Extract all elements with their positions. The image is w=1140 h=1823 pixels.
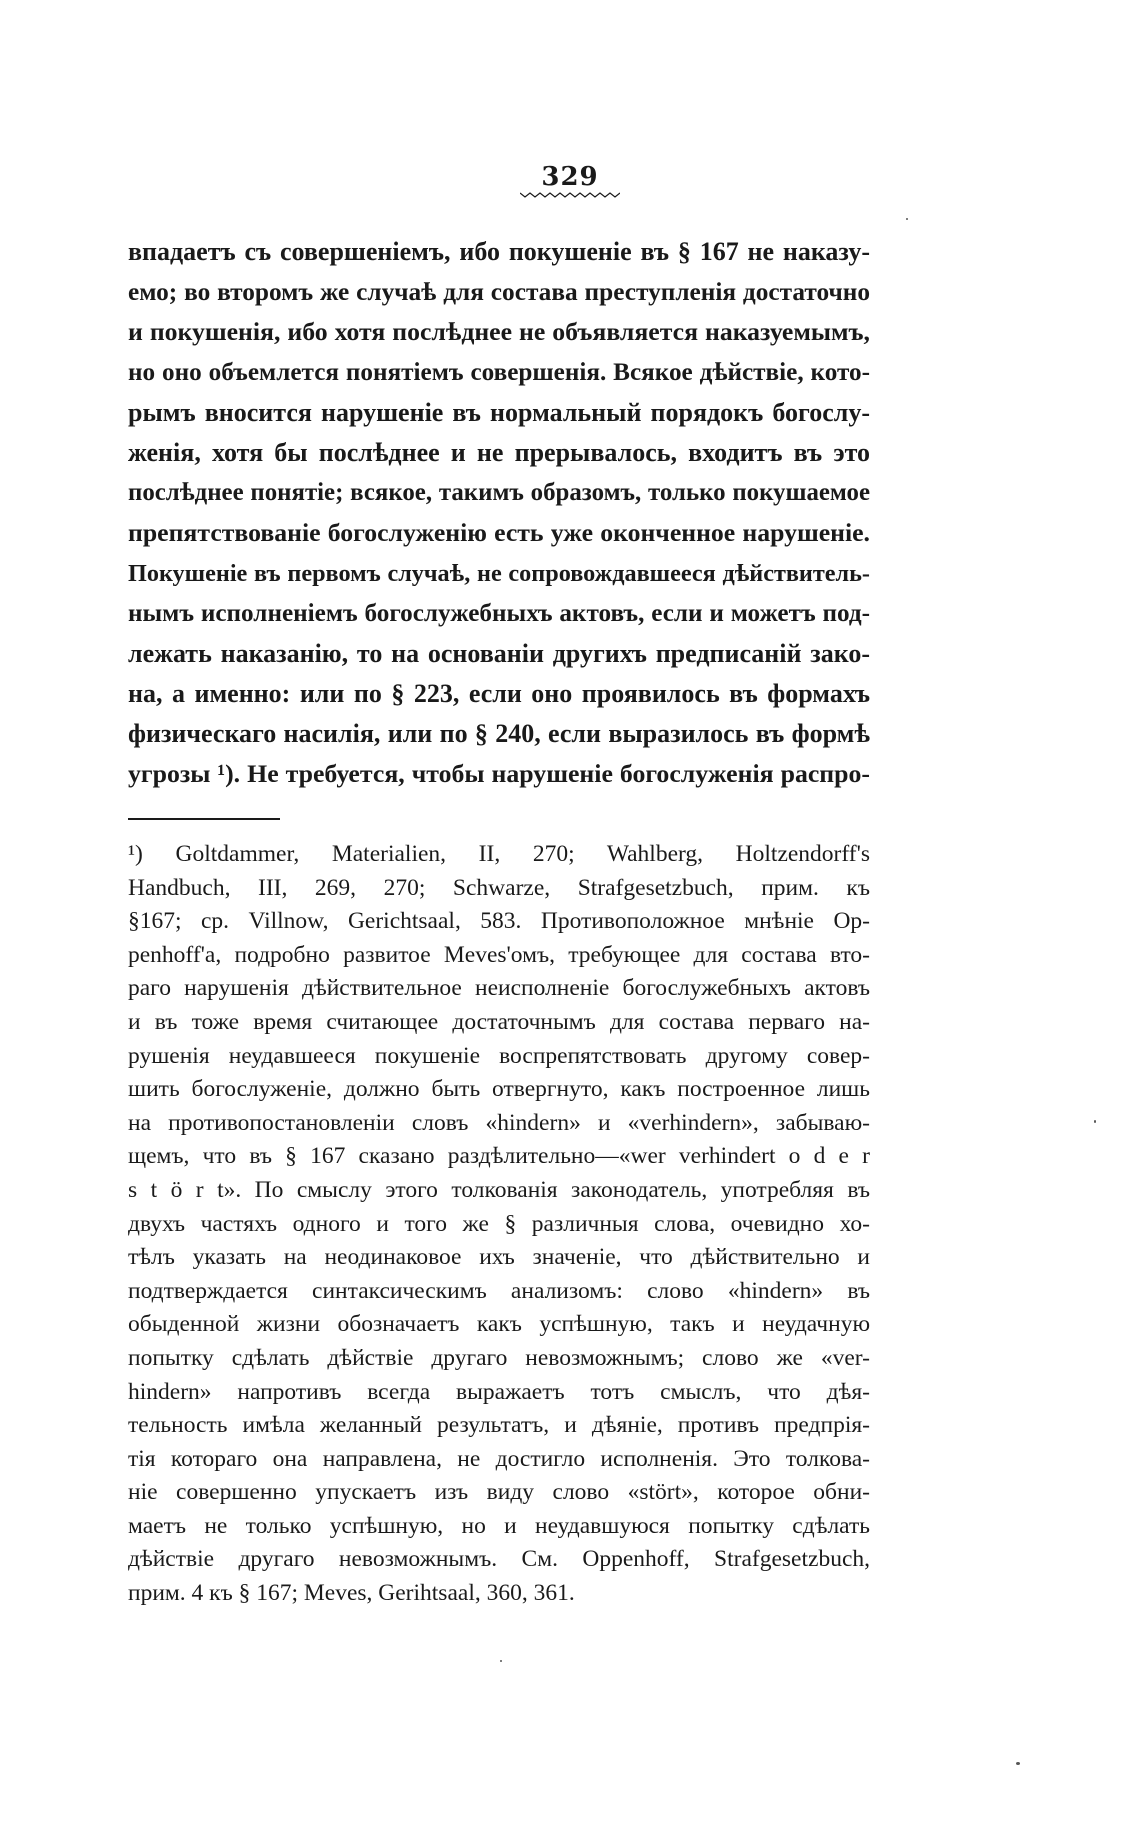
main-text-line: препятствованіе богослуженію есть уже оконченное нарушеніе. <box>128 518 870 548</box>
page-number-ornament <box>520 190 620 200</box>
scan-speck <box>1094 1120 1096 1123</box>
footnote-line: прим. 4 къ § 167; Meves, Gerihtsaal, 360, 361. <box>128 1580 575 1607</box>
footnote-line: подтверждается синтаксическимъ анализомъ: слово «hindern» въ <box>128 1277 870 1304</box>
main-text-line: Покушеніе въ первомъ случаѣ, не сопровождавшееся дѣйствитель- <box>128 559 870 587</box>
footnote-line: щемъ, что въ § 167 сказано раздѣлительно—«wer verhindert o d e r <box>128 1143 870 1170</box>
footnote-line: раго нарушенія дѣйствительное неисполненіе богослужебныхъ актовъ <box>128 975 870 1002</box>
main-text-line: нымъ исполненіемъ богослужебныхъ актовъ, если и можетъ под- <box>128 599 870 627</box>
main-text-line: физическаго насилія, или по § 240, если выразилось въ формѣ <box>128 719 870 749</box>
main-text-line: но оно объемлется понятіемъ совершенія. Всякое дѣйствіе, кото- <box>128 358 870 386</box>
footnote-line: и въ тоже время считающее достаточнымъ для состава перваго на- <box>128 1008 870 1035</box>
scan-speck <box>1016 1762 1020 1765</box>
footnote-line: на противопостановленіи словъ «hindern» и «verhindern», забываю- <box>128 1109 870 1136</box>
scan-speck <box>906 218 908 220</box>
main-text-line: впадаетъ съ совершеніемъ, ибо покушеніе въ § 167 не наказу- <box>128 237 870 266</box>
footnote-line: дѣйствіе другаго невозможнымъ. См. Oppenhoff, Strafgesetzbuch, <box>128 1546 870 1573</box>
main-text-line: лежать наказанію, то на основаніи другихъ предписаній зако- <box>128 638 870 668</box>
footnote-line: тія котораго она направлена, не достигло исполненія. Это толкова- <box>128 1445 870 1472</box>
footnote-line: рушенія неудавшееся покушеніе воспрепятствовать другому совер- <box>128 1042 870 1069</box>
main-text-line: и покушенія, ибо хотя послѣднее не объявляется наказуемымъ, <box>128 317 870 347</box>
footnote-line: шить богослуженіе, должно быть отвергнуто, какъ построенное лишь <box>128 1076 870 1103</box>
footnote-line: s t ö r t». По смыслу этого толкованія законодатель, употребляя въ <box>128 1176 870 1203</box>
page-number: 329 <box>541 162 599 192</box>
main-text-line: рымъ вносится нарушеніе въ нормальный порядокъ богослу- <box>128 397 870 427</box>
footnote-line: hindern» напротивъ всегда выражаетъ тотъ смыслъ, что дѣя- <box>128 1378 870 1405</box>
footnote-line: penhoff'а, подробно развитое Meves'омъ, требующее для состава вто- <box>128 941 870 968</box>
footnote-block <box>128 838 870 1611</box>
footnote-line: попытку сдѣлать дѣйствіе другаго невозможнымъ; слово же «ver- <box>128 1344 870 1371</box>
footnote-separator <box>128 818 280 820</box>
main-text-line: угрозы ¹). Не требуется, чтобы нарушеніе богослуженія распро- <box>128 759 870 789</box>
main-text-block <box>128 232 870 795</box>
footnote-line: тельность имѣла желанный результатъ, и дѣяніе, противъ предпрія- <box>128 1412 870 1439</box>
main-text-line: послѣднее понятіе; всякое, такимъ образомъ, только покушаемое <box>128 479 870 507</box>
footnote-line: обыденной жизни обозначаетъ какъ успѣшную, такъ и неудачную <box>128 1311 870 1338</box>
footnote-line: ніе совершенно упускаетъ изъ виду слово «stört», которое обни- <box>128 1479 870 1506</box>
footnote-line: маетъ не только успѣшную, но и неудавшуюся попытку сдѣлать <box>128 1512 870 1539</box>
footnote-line: двухъ частяхъ одного и того же § различныя слова, очевидно хо- <box>128 1210 870 1237</box>
main-text-line: емо; во второмъ же случаѣ для состава преступленія достаточно <box>128 278 870 307</box>
footnote-line: §167; ср. Villnow, Gerichtsaal, 583. Противоположное мнѣніе Op- <box>128 908 870 935</box>
footnote-line: ¹) Goltdammer, Materialien, II, 270; Wahlberg, Holtzendorff's <box>128 841 870 867</box>
footnote-line: тѣлъ указать на неодинаковое ихъ значеніе, что дѣйствительно и <box>128 1244 870 1271</box>
main-text-line: на, а именно: или по § 223, если оно проявилось въ формахъ <box>128 679 870 709</box>
footnote-line: Handbuch, III, 269, 270; Schwarze, Strafgesetzbuch, прим. къ <box>128 874 870 901</box>
main-text-line: женія, хотя бы послѣднее и не прерывалось, входитъ въ это <box>128 437 870 467</box>
scan-speck <box>500 1660 502 1662</box>
